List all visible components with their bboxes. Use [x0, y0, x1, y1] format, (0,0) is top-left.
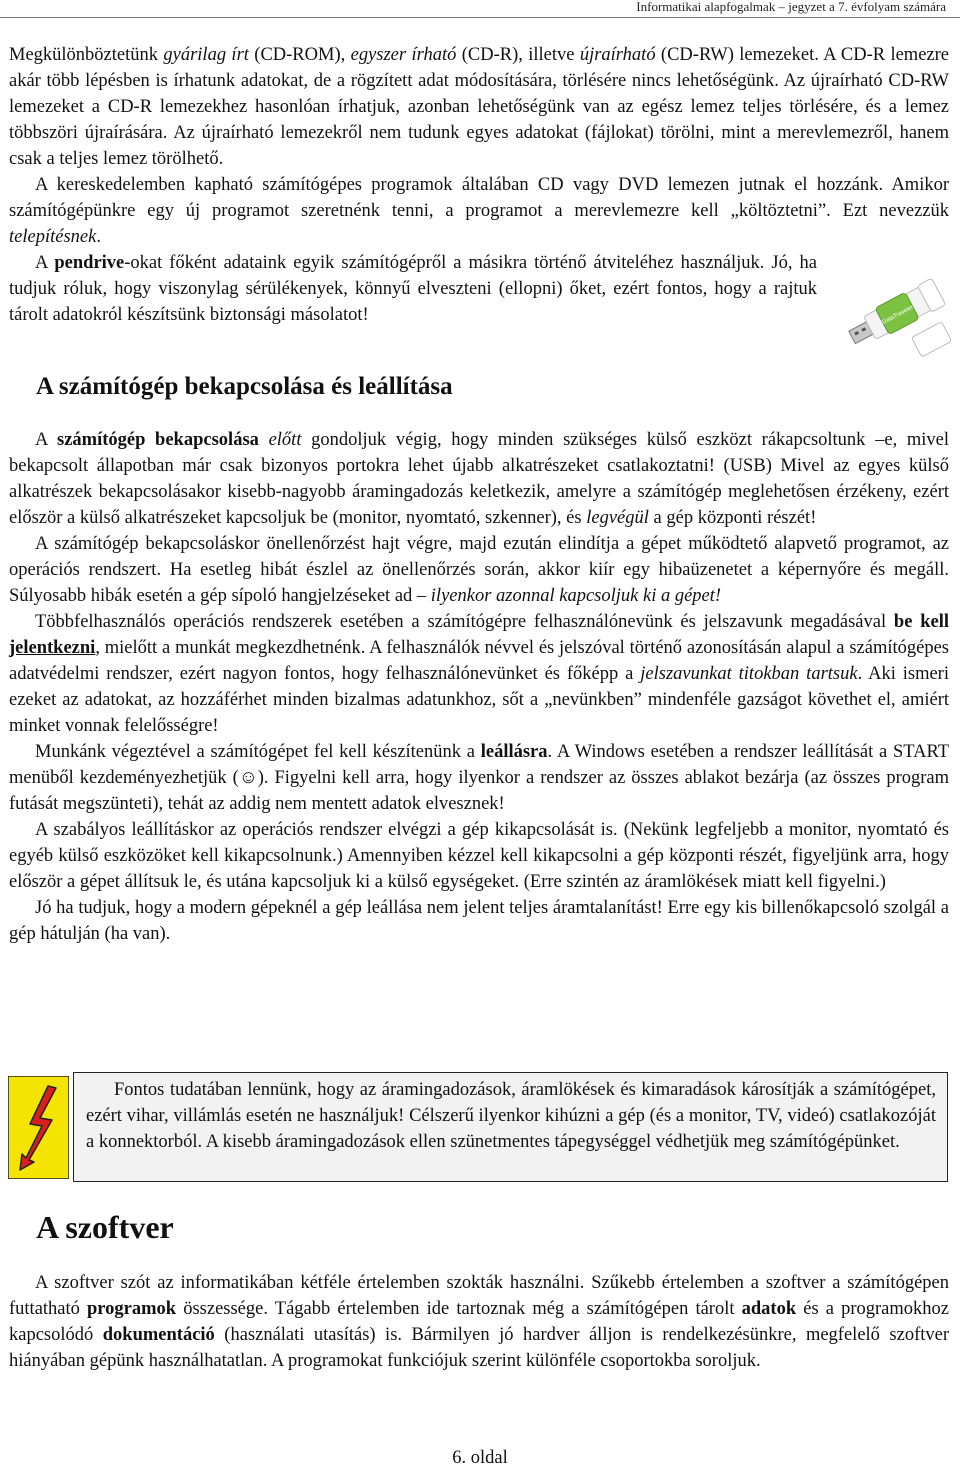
- intro-paragraph-pendrive: [9, 250, 817, 328]
- text-run: programok: [87, 1299, 177, 1319]
- pendrive-image: [842, 268, 954, 358]
- text-run: . Aki ismeri ezeket az adatokat, az hozzáférhet minden bizalmas adatunkhoz, sőt a „nevünkben” mindenféle gazságot követhet el, amiért minket vonnak felelősségre!: [9, 664, 949, 736]
- text-run: (CD-RW) lemezeket. A CD-R lemezre akár több lépésben is írhatunk adatokat, de a rögzített adat módosítására, törlésére nincs lehetőségünk. Az újraírható CD-RW lemezeket a CD-R lemezekhez hasonlóan írhatjuk, azonban lehetőségünk van az egész lemez teljes törlésére, és a lemez többszöri újraírására. Az újraírható lemezekről nem tudunk egyes adatokat (fájlokat) törölni, mint a merevlemezről, hanem csak a teljes lemez törölhető.: [9, 45, 949, 169]
- text-run: .: [96, 227, 101, 247]
- text-run: gyárilag írt: [163, 45, 249, 65]
- text-run: jelszavunkat titokban tartsuk: [640, 664, 858, 684]
- page-number: 6. oldal: [452, 1448, 508, 1468]
- intro-paragraph-cd-types: [9, 42, 949, 172]
- text-run: Jó ha tudjuk, hogy a modern gépeknél a gép leállása nem jelent teljes áramtalanítást! Erre egy kis billenőkapcsoló szolgál a gép hátulján (ha van).: [9, 898, 949, 944]
- text-run: és a programokhoz kapcsolódó: [9, 1299, 949, 1345]
- startup-paragraph: [9, 531, 949, 609]
- text-run: újraírható: [579, 45, 656, 65]
- text-run: egyszer írható: [350, 45, 457, 65]
- text-run: A: [35, 430, 58, 450]
- text-run: a gép központi részét!: [648, 508, 817, 528]
- startup-section-body: [9, 427, 949, 947]
- warning-box: [73, 1072, 948, 1182]
- text-run: (használati utasítás) is. Bármilyen jó hardver álljon is rendelkezésünkre, megfelelő szoftver hiányában gépünk használhatatlan. A programokat funkciójuk szerint különféle csoportokba soroljuk.: [9, 1325, 949, 1371]
- intro-block: [9, 42, 949, 328]
- text-run: (CD-ROM),: [248, 45, 351, 65]
- startup-paragraph: [9, 817, 949, 895]
- high-voltage-icon: [8, 1076, 69, 1179]
- text-run: . A Windows esetében a rendszer leállítását a START menüből kezdeményezhetjük (☺). Figyelni kell arra, hogy ilyenkor a rendszer az összes ablakot bezárja (az összes program futását megszünteti), tehát az addig nem mentett adatok elvesznek!: [9, 742, 950, 814]
- text-run: leállásra: [480, 742, 548, 762]
- header-divider: [0, 17, 960, 18]
- text-run: telepítésnek: [9, 227, 97, 247]
- text-run: A kereskedelemben kapható számítógépes programok általában CD vagy DVD lemezen jutnak el hozzánk. Amikor számítógépünkre egy új programot szeretnénk tenni, a programot a merevlemezre kell „költöztetni”. Ezt nevezzük: [9, 175, 949, 221]
- text-run: számítógép bekapcsolása: [57, 430, 259, 450]
- startup-paragraph: [9, 739, 949, 817]
- warning-text: Fontos tudatában lennünk, hogy az áramingadozások, áramlökések és kimaradások károsítják a számítógépet, ezért vihar, villámlás esetén ne használjuk! Célszerű ilyenkor kihúzni a gép (és a monitor, TV, videó) csatlakozóját a konnektorból. A kisebb áramingadozások ellen szünetmentes tápegységgel védhetjük meg számítógépünket.: [86, 1080, 936, 1152]
- text-run: [259, 430, 269, 450]
- text-run: adatok: [741, 1299, 797, 1319]
- startup-paragraph: [9, 609, 949, 739]
- text-run: összessége. Tágabb értelemben ide tartoznak még a számítógépen tárolt: [176, 1299, 742, 1319]
- startup-paragraph: [9, 427, 949, 531]
- text-run: Munkánk végeztével a számítógépet fel kell készítenünk a: [35, 742, 481, 762]
- running-header: Informatikai alapfogalmak – jegyzet a 7. évfolyam számára: [636, 0, 946, 14]
- section-heading-software: A szoftver: [36, 1209, 174, 1245]
- text-run: legvégül: [586, 508, 649, 528]
- text-run: gondoljuk végig, hogy minden szükséges külső eszközt rákapcsoltunk –e, mivel bekapcsolt állapotban már csak bizonyos portokra lehet újabb alkatrészeket csatlakoztatni! (USB) Mivel az egyes külső alkatrészek bekapcsolásakor kisebb-nagyobb áramingadozás keletkezik, amelyre a számítógép meglehetősen érzékeny, ezért először a külső alkatrészeket kapcsoljuk be (monitor, nyomtató, szkenner), és: [9, 430, 949, 528]
- text-run: pendrive: [54, 253, 125, 273]
- intro-paragraph-install: [9, 172, 949, 250]
- text-run: , mielőtt a munkát megkezdhetnénk. A felhasználók névvel és jelszóval történő azonosításán alapul a számítógépes adatvédelmi rendszer, ezért nagyon fontos, hogy felhasználónevünket és főképp a: [9, 638, 949, 684]
- text-run: be kell: [893, 612, 949, 632]
- text-run: A szabályos leállításkor az operációs rendszer elvégzi a gép kikapcsolását is. (Nekünk legfeljebb a monitor, nyomtató és egyéb külső eszközöket kell kikapcsolnunk.) Amennyiben kézzel kell kikapcsolni a gép központi részét, figyeljünk arra, hogy először a gépet állítsuk le, és utána kapcsoljuk ki a külső egységeket. (Erre szintén az áramlökések miatt kell figyelni.): [9, 820, 949, 892]
- text-run: A számítógép bekapcsoláskor önellenőrzést hajt végre, majd ezután elindítja a gépet működtető alapvető programot, az operációs rendszert. Ha esetleg hibát észlel az önellenőrzés során, akkor kiír egy hibaüzenetet a képernyőre és megáll. Súlyosabb hibák esetén a gép sípoló hangjelzéseket ad –: [9, 534, 949, 606]
- software-section-body: [9, 1270, 949, 1374]
- text-run: A: [35, 253, 55, 273]
- software-paragraph: [9, 1270, 949, 1374]
- text-run: (CD-R), illetve: [456, 45, 580, 65]
- text-run: Megkülönböztetünk: [9, 45, 164, 65]
- text-run: Többfelhasználós operációs rendszerek esetében a számítógépre felhasználónevünk és jelszavunk megadásával: [35, 612, 894, 632]
- text-run: ilyenkor azonnal kapcsoljuk ki a gépet!: [430, 586, 722, 606]
- text-run: előtt: [268, 430, 302, 450]
- text-run: dokumentáció: [102, 1325, 215, 1345]
- text-run: A szoftver szót az informatikában kétféle értelemben szokták használni. Szűkebb értelemben a szoftver a számítógépen futtatható: [9, 1273, 949, 1319]
- text-run: -okat főként adataink egyik számítógépről a másikra történő átviteléhez használjuk. Jó, ha tudjuk róluk, hogy viszonylag sérülékenyek, könnyű elveszteni (ellopni) őket, ezért fontos, hogy a rajtuk tárolt adatokról készítsünk biztonsági másolatot!: [9, 253, 818, 325]
- startup-paragraph: [9, 895, 949, 947]
- pendrive-brand-label: DataTraveler: [881, 304, 915, 326]
- text-run: jelentkezni: [9, 638, 96, 658]
- section-heading-startup: A számítógép bekapcsolása és leállítása: [36, 373, 453, 400]
